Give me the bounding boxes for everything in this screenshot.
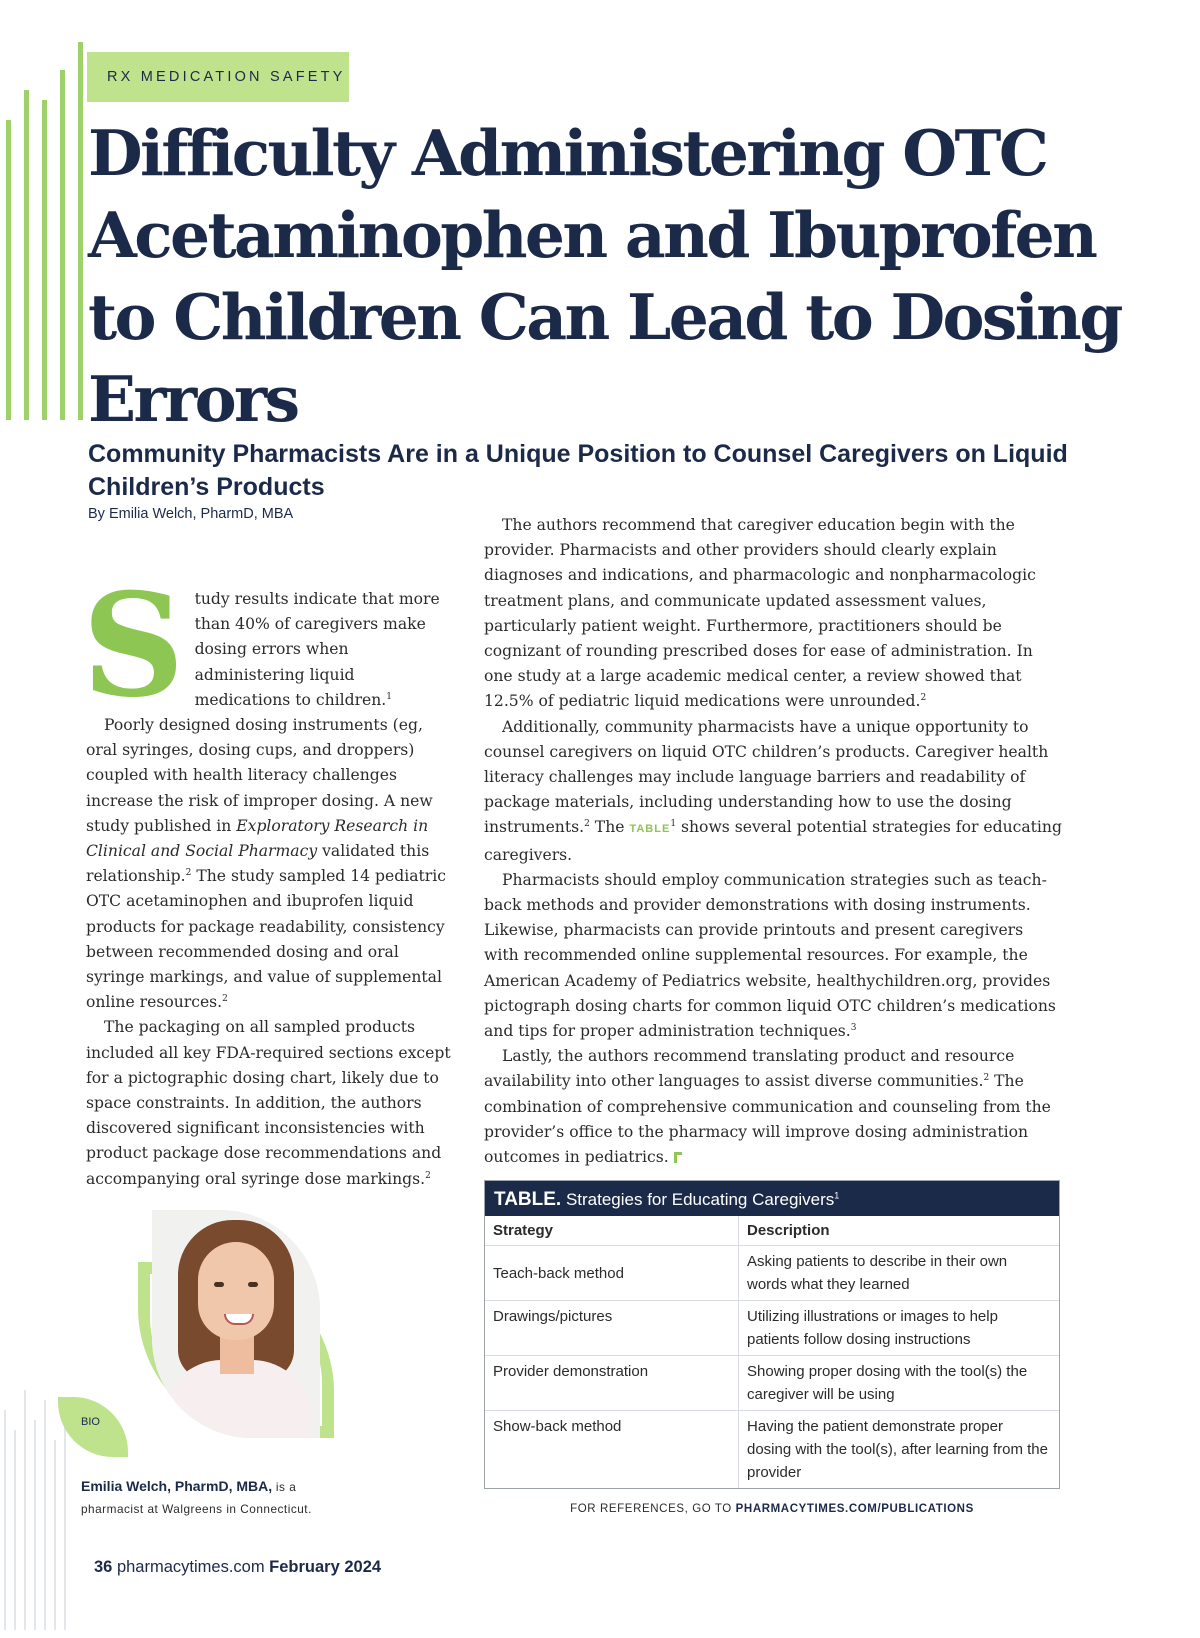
author-name: Emilia Welch, PharmD, MBA, (81, 1478, 273, 1494)
right-column (484, 513, 1062, 1170)
description-cell: Showing proper dosing with the tool(s) the caregiver will be using (747, 1363, 1028, 1403)
description-cell: Having the patient demonstrate proper dosing with the tool(s), after learning from the provider (747, 1418, 1048, 1481)
byline: By Emilia Welch, PharmD, MBA (88, 506, 294, 522)
table-title: TABLE. Strategies for Educating Caregivers$^1$ (485, 1181, 1059, 1216)
strategies-table (484, 1180, 1060, 1489)
left-column (82, 563, 451, 1192)
paragraph: Additionally, community pharmacists have a unique opportunity to counsel caregivers on liquid OTC children’s products. Caregiver health literacy challenges may include language barriers and readability of package materials, including understanding how to use the dosing instruments.$^2$ The TABLE$^1$ shows several potential strategies for educating caregivers. (484, 717, 1062, 864)
column-header: Description (747, 1222, 830, 1239)
end-of-article-icon (674, 1152, 682, 1163)
description-cell: Utilizing illustrations or images to help patients follow dosing instructions (747, 1308, 998, 1348)
strategy-cell: Teach-back method (485, 1246, 739, 1300)
decorative-green-bars (0, 40, 90, 420)
strategy-cell: Show-back method (485, 1411, 739, 1488)
table-row (485, 1410, 1059, 1488)
paragraph: The authors recommend that caregiver education begin with the provider. Pharmacists and other providers should clearly explain diagnoses and indications, and pharmacologic and nonpharmacologic treatment plans, and communicate updated assessment values, particularly patient weight. Furthermore, practitioners should be cognizant of rounding prescribed doses for ease of administration. In one study at a large academic medical center, a review showed that 12.5% of pediatric liquid medications were unrounded.$^2$ (484, 516, 1036, 711)
author-photo (138, 1210, 334, 1445)
footer-site: pharmacytimes.com (116, 1558, 265, 1576)
table-header-row (485, 1216, 1059, 1245)
paragraph: Study results indicate that more than 40% of caregivers make dosing errors when administering liquid medications to children.$^1$ (82, 563, 440, 729)
table-reference: TABLE (629, 823, 671, 836)
strategy-cell: Provider demonstration (485, 1356, 739, 1410)
column-header: Strategy (485, 1216, 739, 1245)
drop-cap: S (82, 563, 185, 729)
author-bio: Emilia Welch, PharmD, MBA, is a pharmacist at Walgreens in Connecticut. (81, 1478, 312, 1516)
table-row (485, 1245, 1059, 1300)
paragraph: Poorly designed dosing instruments (eg, oral syringes, dosing cups, and droppers) coupled with health literacy challenges increase the risk of improper dosing. A new study published in Exploratory Research in Clinical and Social Pharmacy validated this relationship.$^2$ The study sampled 14 pediatric OTC acetaminophen and ibuprofen liquid products for package readability, consistency between recommended dosing and oral syringe markings, and value of supplemental online resources.$^2$ (86, 716, 446, 1012)
article-subtitle: Community Pharmacists Are in a Unique Position to Counsel Caregivers on Liquid Children’s Products (88, 440, 1068, 501)
author-portrait (152, 1210, 320, 1438)
footer-issue: February 2024 (269, 1558, 382, 1576)
table-row (485, 1355, 1059, 1410)
page-footer (94, 1558, 381, 1577)
references-link: PHARMACYTIMES.COM/PUBLICATIONS (735, 1503, 974, 1515)
references-note: FOR REFERENCES, GO TO PHARMACYTIMES.COM/PUBLICATIONS (570, 1503, 974, 1515)
paragraph: The packaging on all sampled products included all key FDA-required sections except for a pictographic dosing chart, likely due to space constraints. In addition, the authors discovered significant inconsistencies with product package dose recommendations and accompanying oral syringe dose markings.$^2$ (86, 1018, 451, 1188)
section-tag: RX MEDICATION SAFETY (87, 52, 349, 102)
bio-label: BIO (81, 1416, 100, 1428)
paragraph: Pharmacists should employ communication strategies such as teach-back methods and provider demonstrations with dosing instruments. Likewise, pharmacists can provide printouts and present caregivers with recommended online supplemental resources. For example, the American Academy of Pediatrics website, healthychildren.org, provides pictograph dosing charts for common liquid OTC children’s medications and tips for proper administration techniques.$^3$ (484, 870, 1056, 1041)
page-number: 36 (94, 1558, 113, 1576)
description-cell: Asking patients to describe in their own words what they learned (747, 1253, 1008, 1293)
strategy-cell: Drawings/pictures (485, 1301, 739, 1355)
table-row (485, 1300, 1059, 1355)
paragraph: Lastly, the authors recommend translating product and resource availability into other languages to assist diverse communities.$^2$ The combination of comprehensive communication and counseling from the provider’s office to the pharmacy will improve dosing administration outcomes in pediatrics. (484, 1047, 1051, 1167)
article-title: Difficulty Administering OTC Acetaminophen and Ibuprofen to Children Can Lead to Dosing Errors (88, 116, 1121, 436)
journal-name: Exploratory Research in Clinical and Social Pharmacy (86, 816, 429, 861)
